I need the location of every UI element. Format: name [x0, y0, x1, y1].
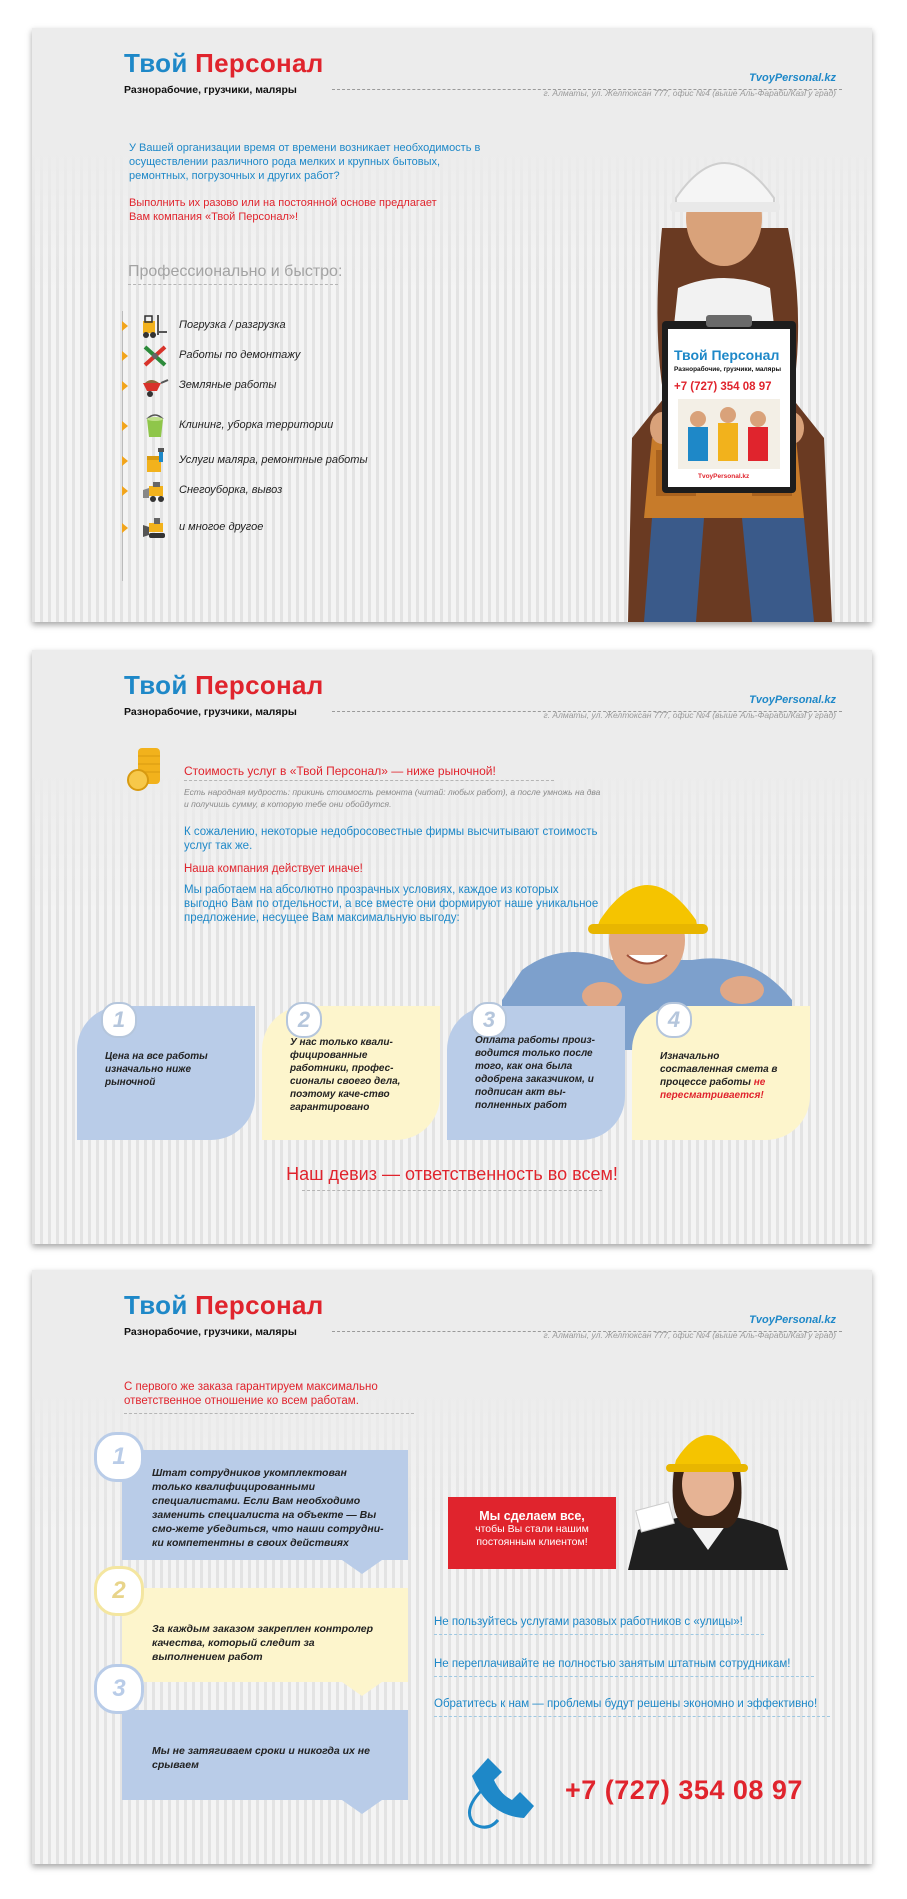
feature-card-3 — [447, 1006, 625, 1140]
step-2 — [122, 1588, 408, 1696]
step-text: За каждым заказом закреплен контролер качества, который следит за выполнением работ — [152, 1623, 374, 1663]
prof-title: Профессионально и быстро: — [128, 263, 343, 280]
feature-number: 4 — [656, 1002, 692, 1038]
cta-title: Мы сделаем все, — [479, 1509, 585, 1523]
service-label: Работы по демонтажу — [179, 349, 301, 361]
motto: Наш девиз — ответственность во всем! — [286, 1164, 618, 1184]
brand-logo: Твой Персонал — [124, 48, 324, 78]
paragraph-2: Наша компания действует иначе! — [184, 863, 363, 875]
address: г. Алматы, ул. Желтоксан 777, офис №4 (выше Аль-Фараби/КазГу град) — [543, 88, 836, 98]
step-pointer — [342, 1682, 382, 1696]
clipboard-logo: Твой Персонал — [674, 347, 780, 363]
motto-divider — [302, 1190, 602, 1191]
clipboard-clip — [706, 315, 752, 327]
offer-text: Выполнить их разово или на постоянной основе предлагает Вам компания «Твой Персонал»! — [129, 197, 437, 223]
flyer-page-1 — [32, 28, 872, 622]
site-link[interactable]: TvoyPersonal.kz — [749, 72, 836, 84]
step-pointer — [342, 1560, 382, 1574]
paragraph-3: Мы работаем на абсолютно прозрачных условиях, каждое из которых выгодно Вам по отдельности, а все вместе они формируют наше уникальное предложение, несущее Вам максимальную выгоду: — [184, 884, 599, 924]
paragraph-1: К сожалению, некоторые недобросовестные фирмы высчитывают стоимость услуг так же. — [184, 826, 598, 852]
feature-text: Изначально составленная смета в процессе работы не пересматривается! — [660, 1051, 778, 1101]
feature-number: 2 — [286, 1002, 322, 1038]
advice-divider — [434, 1676, 814, 1677]
clipboard-phone: +7 (727) 354 08 97 — [674, 381, 772, 393]
step-text: Штат сотрудников укомплектован только квалифицированными специалистами. Если Вам необходимо заменить специалиста на объекте — Вы смо-жете убедиться, что наши сотрудни-ки компетентны в своих действиях — [152, 1467, 384, 1549]
service-label: и многое другое — [179, 521, 264, 533]
feature-highlight: не пересматривается! — [660, 1077, 766, 1101]
feature-card-1 — [77, 1006, 255, 1140]
advice-divider — [434, 1716, 830, 1717]
brand-logo: Твой Персонал — [124, 1290, 324, 1320]
feature-number: 3 — [471, 1002, 507, 1038]
bullet-icon — [122, 351, 128, 361]
advice-divider — [434, 1634, 764, 1635]
clipboard-tagline: Разнорабочие, грузчики, маляры — [674, 366, 781, 373]
step-1 — [122, 1450, 408, 1574]
step-pointer — [342, 1800, 382, 1814]
worker-woman-card-image — [618, 1410, 798, 1570]
prof-divider — [128, 284, 338, 285]
tools-icon — [141, 343, 169, 369]
brand-tagline: Разнорабочие, грузчики, маляры — [124, 706, 297, 718]
feature-card-4 — [632, 1006, 810, 1140]
snowplow-icon — [141, 478, 169, 504]
clipboard-site: TvoyPersonal.kz — [698, 473, 750, 480]
bullet-icon — [122, 456, 128, 466]
feature-number: 1 — [101, 1002, 137, 1038]
bullet-icon — [122, 523, 128, 533]
workers-group-image — [678, 399, 780, 469]
service-label: Земляные работы — [179, 379, 277, 391]
service-label: Клининг, уборка территории — [179, 419, 334, 431]
forklift-icon — [141, 313, 169, 339]
step-number-2: 2 — [94, 1566, 144, 1616]
phone-icon — [458, 1750, 538, 1830]
title-divider — [184, 780, 554, 781]
address: г. Алматы, ул. Желтоксан 777, офис №4 (выше Аль-Фараби/КазГу град) — [543, 710, 836, 720]
price-title: Стоимость услуг в «Твой Персонал» — ниже рыночной! — [184, 764, 496, 778]
wisdom-text: Есть народная мудрость: прикинь стоимость ремонта (читай: любых работ), а после умножь на два и получишь сумму, в которую тебе они обойдутся. — [184, 787, 601, 809]
wheelbarrow-icon — [141, 373, 169, 399]
bullet-icon — [122, 321, 128, 331]
clipboard — [662, 321, 796, 493]
step-number-1: 1 — [94, 1432, 144, 1482]
phone-number[interactable]: +7 (727) 354 08 97 — [565, 1775, 803, 1805]
clipboard-paper — [668, 329, 790, 487]
step-3 — [122, 1710, 408, 1818]
brand-logo: Твой Персонал — [124, 670, 324, 700]
advice-line-3: Обратитесь к нам — проблемы будут решены экономно и эффективно! — [434, 1698, 818, 1710]
bullet-icon — [122, 486, 128, 496]
coins-icon — [126, 744, 166, 792]
feature-text: Оплата работы произ-водится только после того, как она была одобрена заказчиком, и подписан акт вы-полненных работ — [475, 1035, 595, 1111]
service-label: Погрузка / разгрузка — [179, 319, 286, 331]
step-number-3: 3 — [94, 1664, 144, 1714]
feature-text: У нас только квали-фицированные работники, профес-сионалы своего дела, поэтому каче-ство гарантировано — [290, 1037, 401, 1113]
bucket-icon — [141, 413, 169, 439]
advice-line-1: Не пользуйтесь услугами разовых работников с «улицы»! — [434, 1616, 743, 1628]
address: г. Алматы, ул. Желтоксан 777, офис №4 (выше Аль-Фараби/КазГу град) — [543, 1330, 836, 1340]
service-label: Снегоуборка, вывоз — [179, 484, 283, 496]
intro-text: У Вашей организации время от времени возникает необходимость в осуществлении различного рода мелких и крупных бытовых, ремонтных, погрузочных и других работ? — [129, 142, 481, 182]
site-link[interactable]: TvoyPersonal.kz — [749, 694, 836, 706]
site-link[interactable]: TvoyPersonal.kz — [749, 1314, 836, 1326]
paint-can-icon — [141, 448, 169, 474]
bulldozer-icon — [141, 515, 169, 541]
flyer-page-2 — [32, 650, 872, 1244]
step-text: Мы не затягиваем сроки и никогда их не срываем — [152, 1745, 370, 1771]
feature-card-2 — [262, 1006, 440, 1140]
service-label: Услуги маляра, ремонтные работы — [179, 454, 368, 466]
brand-tagline: Разнорабочие, грузчики, маляры — [124, 84, 297, 96]
advice-line-2: Не переплачивайте не полностью занятым штатным сотрудникам! — [434, 1658, 791, 1670]
feature-text: Цена на все работы изначально ниже рыночной — [105, 1051, 208, 1088]
cta-box — [448, 1497, 616, 1569]
bullet-icon — [122, 421, 128, 431]
intro-divider — [124, 1413, 414, 1414]
services-list — [122, 311, 443, 581]
brand-tagline: Разнорабочие, грузчики, маляры — [124, 1326, 297, 1338]
bullet-icon — [122, 381, 128, 391]
cta-subtitle: чтобы Вы стали нашим постоянным клиентом! — [475, 1523, 589, 1548]
guarantee-text: С первого же заказа гарантируем максимально ответственное отношение ко всем работам. — [124, 1381, 378, 1407]
flyer-page-3 — [32, 1270, 872, 1864]
